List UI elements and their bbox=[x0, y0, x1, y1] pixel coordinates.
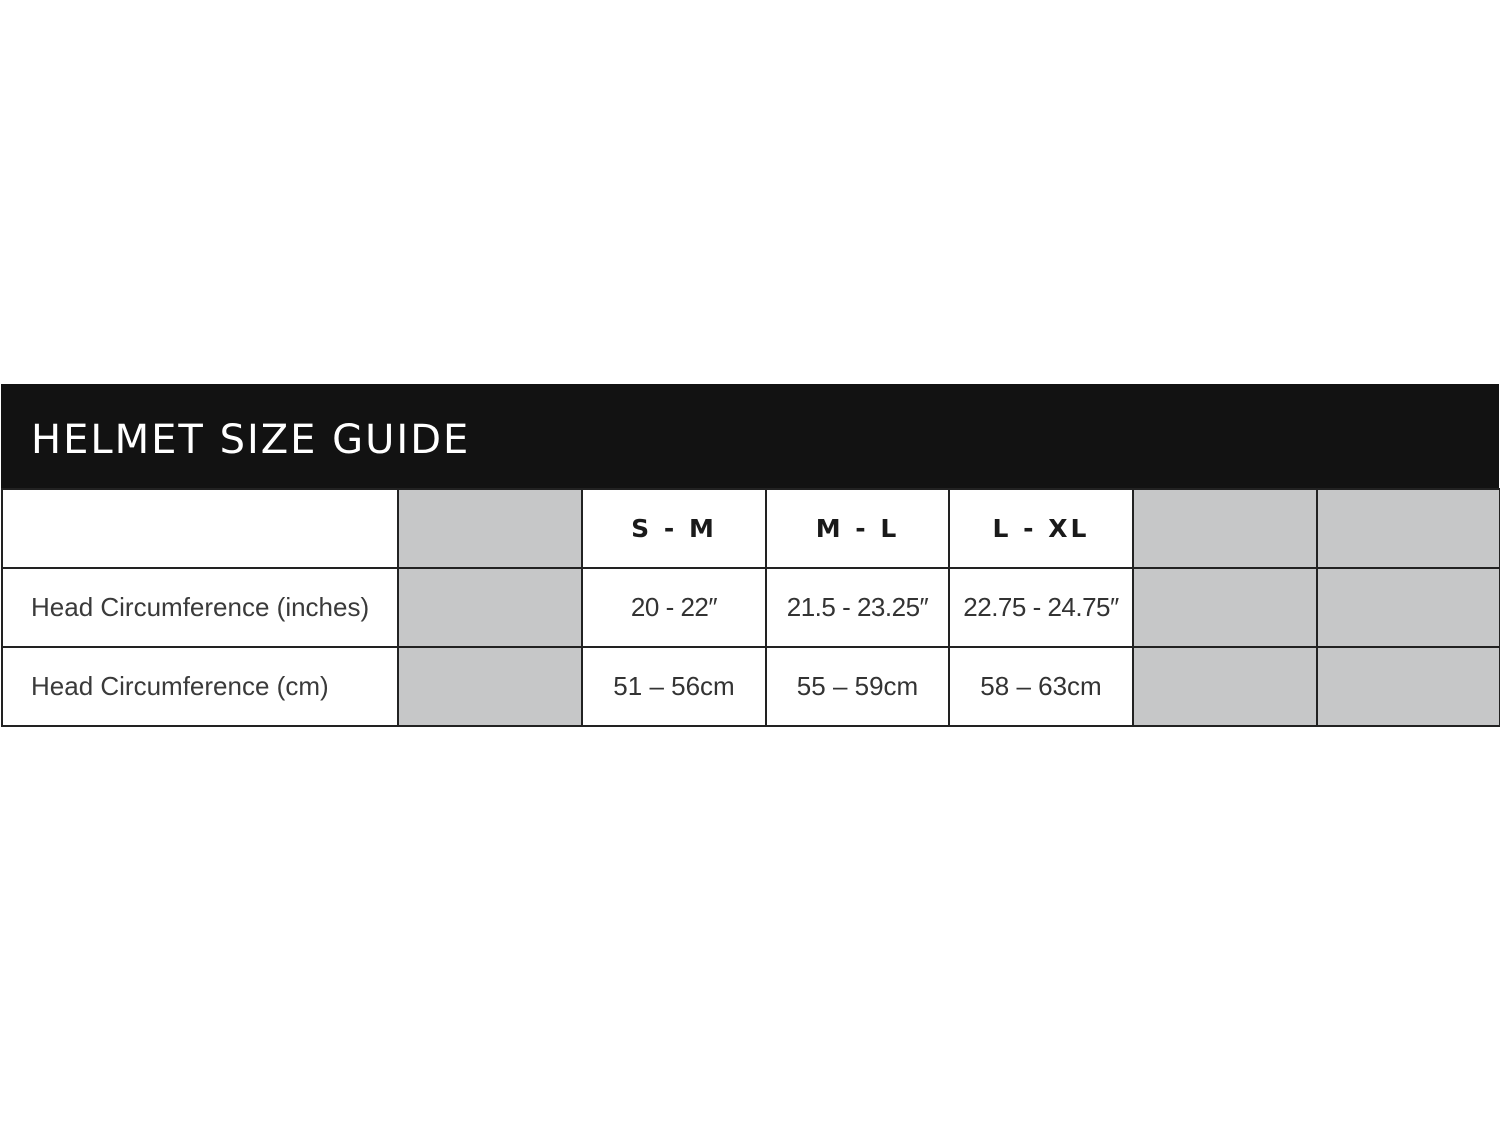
size-table bbox=[1, 488, 1500, 727]
table-row-cm bbox=[2, 647, 1500, 726]
table-cell-empty bbox=[1317, 568, 1500, 647]
header-cell-size-m-l: M - L bbox=[766, 489, 949, 568]
table-cell-l-xl-cm: 58 – 63cm bbox=[949, 647, 1133, 726]
table-row-inches bbox=[2, 568, 1500, 647]
header-cell-size-l-xl: L - XL bbox=[949, 489, 1133, 568]
table-cell-m-l-inches: 21.5 - 23.25″ bbox=[766, 568, 949, 647]
table-cell-l-xl-inches: 22.75 - 24.75″ bbox=[949, 568, 1133, 647]
header-cell-empty bbox=[1133, 489, 1317, 568]
helmet-size-guide bbox=[1, 384, 1499, 727]
table-cell-s-m-cm: 51 – 56cm bbox=[582, 647, 766, 726]
table-cell-m-l-cm: 55 – 59cm bbox=[766, 647, 949, 726]
row-label-inches: Head Circumference (inches) bbox=[2, 568, 398, 647]
header-cell-empty bbox=[1317, 489, 1500, 568]
row-label-cm: Head Circumference (cm) bbox=[2, 647, 398, 726]
table-cell-empty bbox=[1133, 568, 1317, 647]
table-cell-empty bbox=[398, 647, 582, 726]
guide-title: HELMET SIZE GUIDE bbox=[31, 417, 471, 463]
table-cell-s-m-inches: 20 - 22″ bbox=[582, 568, 766, 647]
table-cell-empty bbox=[1317, 647, 1500, 726]
table-header-row bbox=[2, 489, 1500, 568]
table-cell-empty bbox=[398, 568, 582, 647]
header-cell-empty bbox=[398, 489, 582, 568]
header-cell-size-s-m: S - M bbox=[582, 489, 766, 568]
header-cell-blank bbox=[2, 489, 398, 568]
title-bar bbox=[1, 384, 1499, 488]
table-cell-empty bbox=[1133, 647, 1317, 726]
